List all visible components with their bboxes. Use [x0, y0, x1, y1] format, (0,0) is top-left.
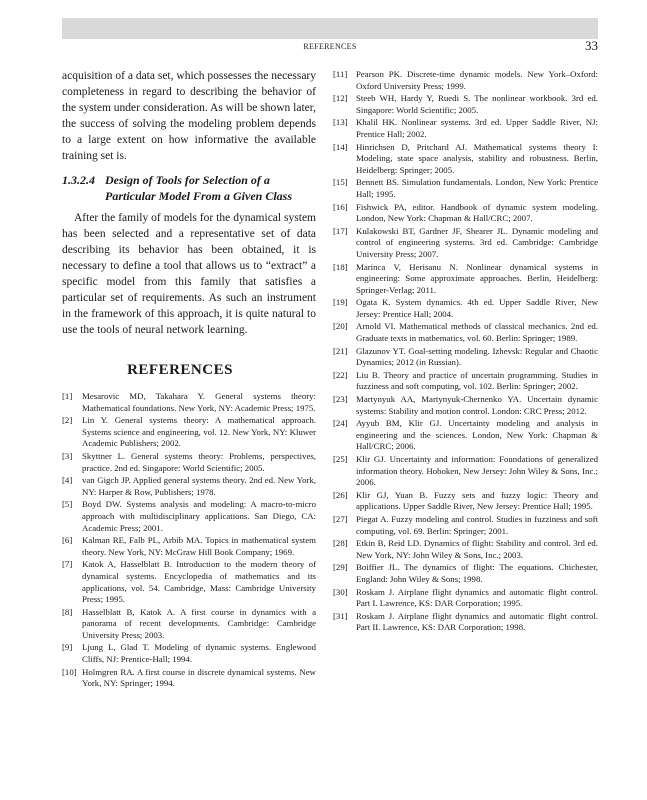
reference-number: [21] — [333, 345, 348, 356]
reference-item — [333, 346, 598, 369]
page-number: 33 — [585, 38, 598, 53]
reference-text: Marinca V, Herisanu N. Nonlinear dynamical systems in engineering: Some approximate approaches. Berlin, Heidelberg: Springer-Verlag; 2011. — [356, 261, 598, 295]
reference-item — [333, 226, 598, 261]
reference-number: [6] — [62, 535, 73, 546]
reference-item — [333, 562, 598, 585]
reference-number: [12] — [333, 93, 348, 104]
reference-text: Holmgren RA. A first course in discrete dynamical systems. New York, NY: Springer; 1994. — [82, 666, 316, 689]
reference-number: [20] — [333, 321, 348, 332]
reference-item — [62, 475, 316, 498]
reference-item — [333, 490, 598, 513]
header-bar — [62, 18, 598, 39]
reference-text: Skyttner L. General systems theory: Problems, perspectives, practice. 2nd ed. Singapore: World Scientific; 2005. — [82, 450, 316, 473]
reference-text: Klir GJ. Uncertainty and information: Foundations of generalized information theory. Hoboken, New Jersey: John Wiley & Sons, Inc.; 2006. — [356, 454, 598, 488]
reference-item — [333, 69, 598, 92]
reference-number: [4] — [62, 475, 73, 486]
reference-text: Pearson PK. Discrete-time dynamic models. New York–Oxford: Oxford University Press; 1999. — [356, 69, 598, 91]
reference-item — [333, 117, 598, 140]
reference-text: Lin Y. General systems theory: A mathematical approach. Systems science and engineering, vol. 12. New York, NY: Kluwer Academic Publishers; 2002. — [82, 415, 316, 449]
reference-number: [17] — [333, 225, 348, 236]
reference-number: [8] — [62, 606, 73, 617]
reference-number: [11] — [333, 69, 348, 79]
reference-item — [333, 587, 598, 610]
reference-item — [333, 394, 598, 417]
reference-number: [19] — [333, 297, 348, 308]
reference-number: [15] — [333, 177, 348, 188]
reference-text: Klir GJ, Yuan B. Fuzzy sets and fuzzy logic: Theory and applications. Upper Saddle River, New Jersey: Prentice Hall; 1995. — [356, 489, 598, 512]
reference-number: [24] — [333, 418, 348, 429]
reference-number: [27] — [333, 513, 348, 524]
reference-text: Hinrichsen D, Pritchard AJ. Mathematical systems theory I: Modeling, state space analysis, stability and robustness. Berlin, Heidelberg: Springer; 2005. — [356, 141, 598, 175]
right-column — [333, 69, 598, 635]
reference-text: Boyd DW. Systems analysis and modeling: A macro-to-micro approach with multidisciplinary applications. San Diego, CA: Academic Press; 2001. — [82, 499, 316, 533]
reference-item — [62, 559, 316, 605]
reference-text: Ljung L, Glad T. Modeling of dynamic systems. Englewood Cliffs, NJ: Prentice-Hall; 1994. — [82, 642, 316, 665]
reference-item — [333, 142, 598, 177]
reference-number: [22] — [333, 369, 348, 380]
reference-item — [333, 321, 598, 344]
reference-item — [62, 667, 316, 690]
reference-item — [333, 262, 598, 297]
section-number: 1.3.2.4 — [62, 173, 95, 187]
running-title: REFERENCES — [303, 42, 357, 51]
reference-text: Ogata K. System dynamics. 4th ed. Upper Saddle River, New Jersey: Prentice Hall; 2004. — [356, 297, 598, 319]
paragraph-1: acquisition of a data set, which possesses the necessary completeness in regard to describing the behavior of the system under consideration. As will be shown later, the success of solving the modeling problem depends to a large extent on how informative the available training set is. — [62, 70, 316, 162]
reference-text: Fishwick PA, editor. Handbook of dynamic system modeling. London, New York: Chapman & Hall/CRC; 2007. — [356, 201, 598, 224]
reference-text: Steeb WH, Hardy Y, Ruedi S. The nonlinear workbook. 3rd ed. Singapore: World Scientific; 2005. — [356, 93, 598, 115]
reference-text: Liu B. Theory and practice of uncertain programming. Studies in fuzziness and soft computing, vol. 102. Berlin: Springer; 2002. — [356, 369, 598, 392]
references-heading: REFERENCES — [127, 362, 233, 378]
reference-number: [3] — [62, 450, 73, 461]
reference-text: Kalman RE, Falb PL, Arbib MA. Topics in mathematical system theory. New York, NY: McGraw Hill Book Company; 1969. — [82, 535, 316, 557]
reference-text: Mesarovic MD, Takahara Y. General systems theory: Mathematical foundations. New York, NY: Academic Press; 1975. — [82, 391, 316, 413]
paragraph-2: After the family of models for the dynamical system has been selected and a representative set of data describing its behavior has been obtained, it is necessary to define a tool that allows us to “extract” a specific model from this family that satisfies a particular set of requirements. As such an instrument in the framework of this approach, it is quite natural to use the tools of neural network learning. — [62, 212, 316, 336]
reference-item — [62, 391, 316, 414]
reference-item — [333, 297, 598, 320]
reference-item — [333, 370, 598, 393]
reference-number: [26] — [333, 489, 348, 500]
reference-number: [28] — [333, 538, 348, 549]
reference-item — [333, 202, 598, 225]
reference-number: [25] — [333, 454, 348, 464]
reference-list-right — [333, 69, 598, 634]
reference-item — [62, 415, 316, 450]
reference-item — [62, 642, 316, 665]
reference-item — [62, 607, 316, 642]
reference-number: [23] — [333, 394, 348, 405]
reference-list-left — [62, 391, 316, 690]
reference-text: Boiffier JL. The dynamics of flight: The equations. Chichester, England: John Wiley & Sons; 1998. — [356, 562, 598, 584]
reference-item — [333, 454, 598, 489]
reference-text: Khalil HK. Nonlinear systems. 3rd ed. Upper Saddle River, NJ: Prentice Hall; 2002. — [356, 117, 598, 139]
reference-number: [14] — [333, 141, 348, 152]
reference-text: Roskam J. Airplane flight dynamics and automatic flight control. Part I. Lawrence, KS: DAR Corporation; 1995. — [356, 586, 598, 609]
reference-number: [30] — [333, 586, 348, 597]
section-title: Design of Tools for Selection of a Particular Model From a Given Class — [105, 173, 293, 203]
reference-text: Etkin B, Reid LD. Dynamics of flight: Stability and control. 3rd ed. New York, NY: John Wiley & Sons, Inc.; 2003. — [356, 538, 598, 560]
reference-number: [1] — [62, 391, 73, 401]
reference-item — [62, 499, 316, 534]
reference-text: Arnold VI. Mathematical methods of classical mechanics. 2nd ed. Graduate texts in mathematics, vol. 60. Berlin: Springer; 1989. — [356, 321, 598, 344]
reference-number: [29] — [333, 562, 348, 573]
reference-number: [5] — [62, 499, 73, 510]
reference-text: Martynyuk AA, Martynyuk-Chernenko YA. Uncertain dynamic systems: Stability and motion control. London: CRC Press; 2012. — [356, 394, 598, 416]
reference-number: [9] — [62, 642, 73, 653]
reference-item — [333, 418, 598, 453]
reference-item — [62, 451, 316, 474]
reference-number: [31] — [333, 610, 348, 621]
reference-text: Katok A, Hasselblatt B. Introduction to the modern theory of dynamical systems. Encyclopedia of mathematics and its applications, vol. 54. Cambridge, Mass: Cambridge University Press; 1995. — [82, 559, 316, 605]
reference-text: Roskam J. Airplane flight dynamics and automatic flight control. Part II. Lawrence, KS: DAR Corporation; 1998. — [356, 610, 598, 633]
reference-item — [333, 611, 598, 634]
reference-item — [333, 177, 598, 200]
reference-number: [10] — [62, 666, 77, 677]
section-heading — [62, 173, 316, 204]
left-column — [62, 68, 316, 691]
reference-text: Ayyub BM, Klir GJ. Uncertainty modeling and analysis in engineering and the sciences. London, New York: Chapman & Hall/CRC; 2006. — [356, 418, 598, 452]
reference-text: Piegat A. Fuzzy modeling and control. Studies in fuzziness and soft computing, vol. 69. Berlin: Springer; 2001. — [356, 513, 598, 536]
reference-number: [16] — [333, 201, 348, 212]
reference-item — [333, 93, 598, 116]
reference-number: [13] — [333, 117, 348, 128]
reference-text: Hasselblatt B, Katok A. A first course in dynamics with a panorama of recent developments. Cambridge: Cambridge University Press; 2003. — [82, 606, 316, 640]
reference-text: van Gigch JP. Applied general systems theory. 2nd ed. New York, NY: Harper & Row, Publishers; 1978. — [82, 475, 316, 497]
reference-number: [7] — [62, 559, 73, 570]
reference-item — [62, 535, 316, 558]
reference-item — [333, 538, 598, 561]
reference-text: Glazunov YT. Goal-setting modeling. Izhevsk: Regular and Chaotic Dynamics; 2012 (in Russian). — [356, 345, 598, 368]
reference-number: [18] — [333, 261, 348, 272]
reference-item — [333, 514, 598, 537]
reference-number: [2] — [62, 415, 73, 426]
reference-text: Bennett BS. Simulation fundamentals. London, New York: Prentice Hall; 1995. — [356, 177, 598, 199]
reference-text: Kulakowski BT, Gardner JF, Shearer JL. Dynamic modeling and control of engineering systems. 3rd ed. Cambridge: Cambridge University Press; 2007. — [356, 225, 598, 259]
